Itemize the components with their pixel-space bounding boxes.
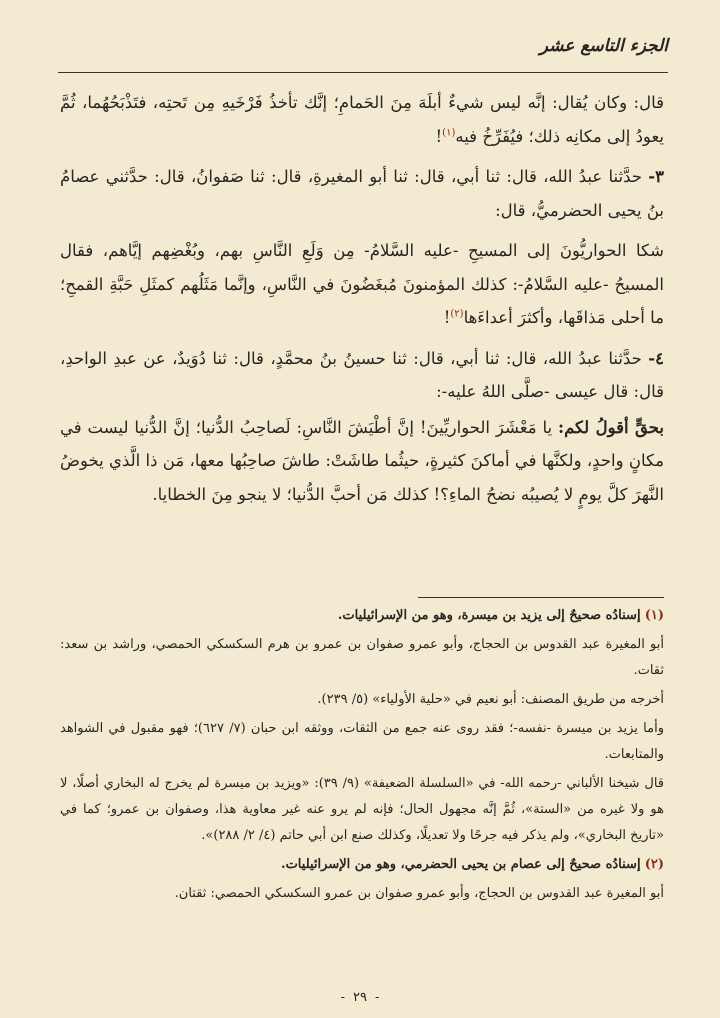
footnotes bbox=[60, 603, 664, 910]
footnote-1-albani-quote: قال شيخنا الألباني -رحمه الله- في «السلسلة الضعيفة» (٩/ ٣٩): «ويزيد بن ميسرة لم يخرج له البخاري أصلًا، لا هو ولا غيره من «الستة»، ثُمَّ إنَّه مجهول الحال؛ فإنه لم يرو عنه غير معاوية هذا، وصفوان بن عمرو؛ كما في «تاريخ البخاري»، ولم يذكر فيه جرحًا ولا تعديلًا، وكذلك صنع ابن أبي حاتم (٤/ ٢/ ٢٨٨)». bbox=[60, 776, 665, 843]
footnote-2-narrators: أبو المغيرة عبد القدوس بن الحجاج، وأبو عمرو صفوان بن عمرو السكسكي الحمصي: ثقتان. bbox=[174, 886, 664, 901]
footnote-1-heading: إسنادُه صحيحٌ إلى يزيد بن ميسرة، وهو من الإسرائيليات. bbox=[337, 608, 641, 623]
paragraph-1 bbox=[60, 86, 664, 153]
paragraph-5 bbox=[60, 411, 664, 512]
header-title: الجزء التاسع عشر bbox=[539, 36, 668, 56]
paragraph-4 bbox=[60, 342, 664, 409]
paragraph-1-text: قال: وكان يُقال: إنَّه ليس شيءٌ أبلَهَ مِنَ الحَمامِ؛ إنَّك تأخذُ فَرْخَيهِ مِن تَحتِه، فتَذْبَحُهُما، ثُمَّ يعودُ إلى مكانِه ذلك؛ فيُفَرِّخُ فيه bbox=[60, 93, 664, 146]
paragraph-3-text: شكا الحواريُّونَ إلى المسيحِ -عليه السَّلامُ- مِن وَلَعِ النَّاسِ بهم، وبُغْضِهم إيَّاهم، فقال المسيحُ -عليه السَّلامُ-: كذلك المؤمنونَ مُبغَضُونَ في النَّاسِ، وإنَّما مَثَلُهم كمثَلِ حَبَّةِ القمحِ؛ ما أحلى مَذاقَها، وأكثرَ أعداءَها bbox=[60, 241, 664, 327]
paragraph-1-end: ! bbox=[435, 126, 443, 146]
paragraph-3 bbox=[60, 234, 664, 335]
page-number-value: ٢٩ bbox=[353, 990, 367, 1005]
narration-number-4: ٤- bbox=[648, 348, 664, 368]
footnote-2-heading: إسنادُه صحيحٌ إلى عصام بن يحيى الحضرمي، وهو من الإسرائيليات. bbox=[281, 857, 641, 872]
footnote-ref-1[interactable]: (١) bbox=[442, 127, 456, 138]
footnote-2-lead bbox=[60, 852, 664, 878]
footnote-ref-2[interactable]: (٢) bbox=[450, 308, 464, 320]
paragraph-5-text: يا مَعْشَرَ الحواريِّينَ! إنَّ أطْيَشَ النَّاسِ: لَصاحِبُ الدُّنيا؛ إنَّ الدُّنيا ليست في مكانٍ واحدٍ، ولكنَّها في أماكنَ كثيرةٍ، حيثُما طاشَتْ: طاشَ صاحِبُها معها، مَن ذا الَّذي يخوضُ النَّهرَ كلَّ يومٍ لا يُصيبُه نضحُ الماءِ؟! كذلك مَن أحبَّ الدُّنيا؛ لا ينجو مِنَ الخطايا. bbox=[60, 417, 664, 504]
main-text bbox=[60, 86, 664, 518]
paragraph-3-end: ! bbox=[443, 308, 451, 327]
quote-lead: بحقٍّ أقولُ لكم: bbox=[557, 417, 664, 437]
paragraph-4-text: حدَّثنا عبدُ الله، قال: ثنا أبي، قال: ثنا حسينُ بنُ محمَّدٍ، قال: ثنا دُوَيدٌ، عن عبدِ الواحدِ، قال: قال عيسى -صلَّى اللهُ عليه-: bbox=[60, 348, 664, 401]
footnote-1-number: (١) bbox=[644, 608, 664, 623]
running-header bbox=[58, 34, 668, 74]
narration-number-3: ٣- bbox=[648, 167, 664, 186]
footnote-1-lead bbox=[60, 603, 664, 629]
footnote-1-note: وأما يزيد بن ميسرة -نفسه-؛ فقد روى عنه جمع من الثقات، ووثقه ابن حبان (٧/ ٦٢٧)؛ فهو مقبول في الشواهد والمتابعات. bbox=[60, 721, 664, 762]
footnote-1-narrators: أبو المغيرة عبد القدوس بن الحجاج، وأبو عمرو صفوان بن عمرو بن هرم السكسكي الحمصي، وراشد بن سعد: ثقات. bbox=[60, 637, 664, 678]
paragraph-2 bbox=[60, 160, 664, 227]
paragraph-2-text: حدَّثنا عبدُ الله، قال: ثنا أبي، قال: ثنا أبو المغيرةِ، قال: ثنا صَفوانُ، قال: حدَّثني عصامُ بنُ يحيى الحضرميُّ، قال: bbox=[60, 167, 664, 220]
page-number: -٢٩- bbox=[340, 990, 380, 1005]
header-rule bbox=[58, 72, 668, 73]
footnote-2-number: (٢) bbox=[644, 857, 664, 872]
footnote-separator bbox=[418, 597, 664, 598]
footnote-1-source: أخرجه من طريق المصنف: أبو نعيم في «حلية الأولياء» (٥/ ٢٣٩). bbox=[317, 692, 664, 707]
